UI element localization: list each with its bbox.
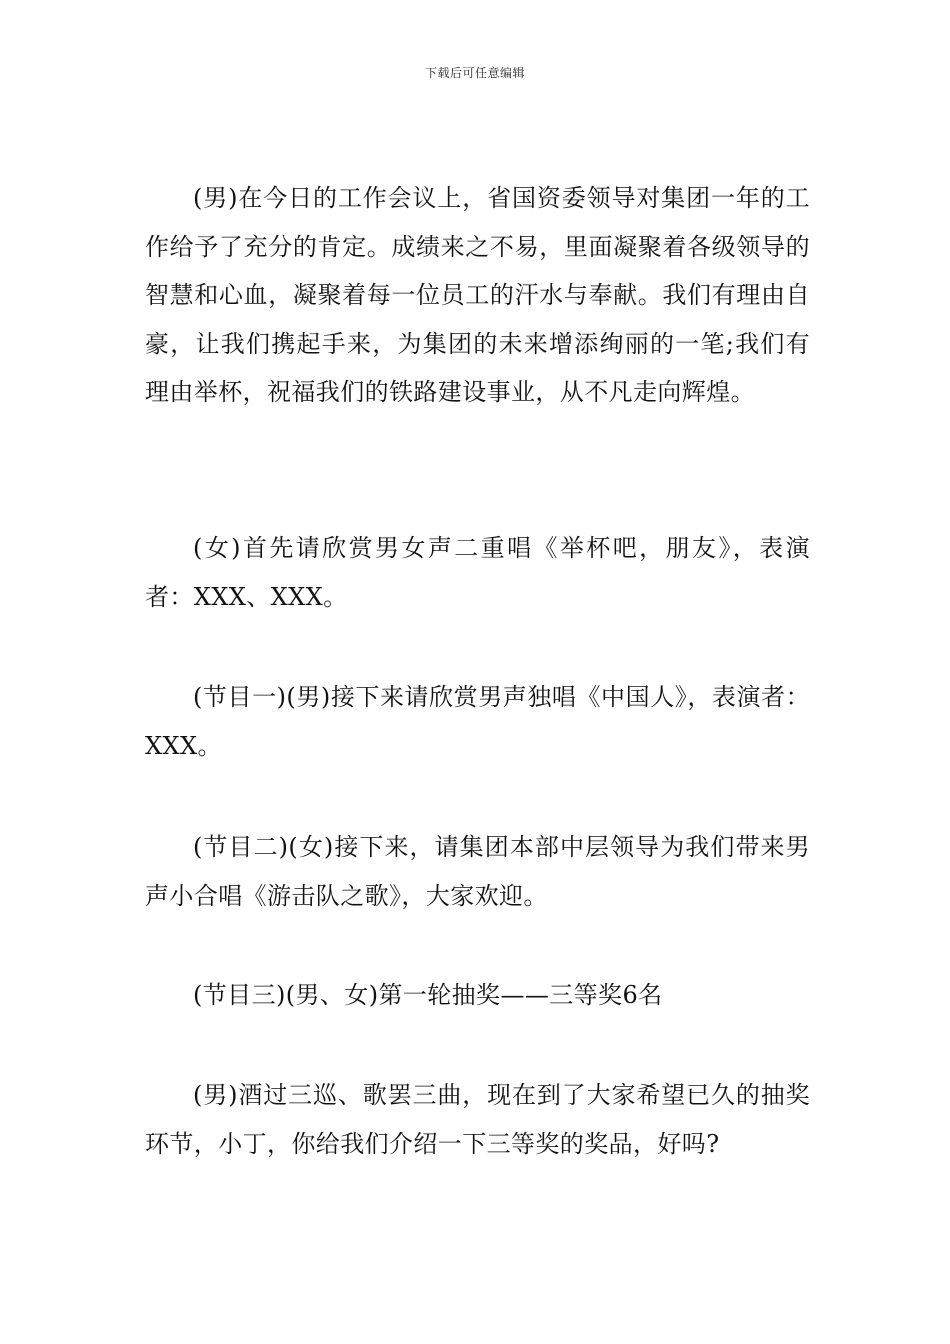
paragraph-opening-remarks: (男)在今日的工作会议上，省国资委领导对集团一年的工作给予了充分的肯定。成绩来之不易，里面凝聚着各级领导的智慧和心血，凝聚着每一位员工的汗水与奉献。我们有理由自豪，让我们携起手来，为集团的未来增添绚丽的一笔;我们有理由举杯，祝福我们的铁路建设事业，从不凡走向辉煌。 bbox=[145, 184, 810, 407]
paragraph-lottery-intro: (男)酒过三巡、歌罢三曲，现在到了大家希望已久的抽奖环节，小丁，你给我们介绍一下三等奖的奖品，好吗? bbox=[145, 1081, 810, 1158]
paragraph-program-two: (节目二)(女)接下来，请集团本部中层领导为我们带来男声小合唱《游击队之歌》，大家欢迎。 bbox=[145, 833, 810, 910]
paragraph-program-one: (节目一)(男)接下来请欣赏男声独唱《中国人》，表演者：XXX。 bbox=[145, 683, 810, 760]
page-header: 下载后可任意编辑 bbox=[424, 66, 525, 80]
paragraph-duet-intro: (女)首先请欣赏男女声二重唱《举杯吧，朋友》，表演者：XXX、XXX。 bbox=[145, 534, 810, 611]
paragraph-program-three: (节目三)(男、女)第一轮抽奖——三等奖6名 bbox=[193, 981, 663, 1009]
